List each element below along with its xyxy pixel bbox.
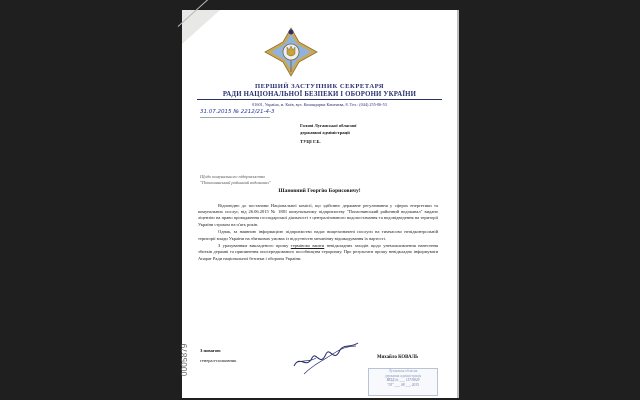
letter-body [198,203,438,263]
stamp-line-4: "03" ___ 08 ___ 2015 [387,382,419,387]
stamp-line-2: державна адміністрація [384,373,422,378]
header-title: ПЕРШИЙ ЗАСТУПНИК СЕКРЕТАРЯ [254,83,385,90]
addressee-line-2: державної адміністрації [300,130,350,135]
page-fold-corner [182,10,220,44]
header-address: 01601, Україна, м. Київ, вул. Командарма Каменєва, 8. Тел.: (044) 255-06-53 [252,102,387,107]
stamp-line-1: Луганська обласна [388,369,418,373]
letter-page [182,10,459,398]
national-security-council-emblem-icon [263,26,319,78]
registration-underline [200,117,270,118]
stamp-line-3: ВХІД.№ ___ 157/0829 [386,378,420,383]
serial-number: 0005879 [180,343,189,376]
salutation: Шановний Георгію Борисовичу! [278,188,361,194]
subject-line-2: "Попаснянський районний водоканал" [200,180,271,185]
paragraph-2: Однак, за наявною інформацією підприємство надає вищезазначені послуги на тимчасово непідконтрольній території влади України на збиткових умовах із відсутністю механізму відшкодування їх вартості. [198,229,438,241]
addressee-name: ТУЦІ Г.Б. [300,139,321,144]
subject-block [200,174,271,186]
header-organization: РАДИ НАЦІОНАЛЬНОЇ БЕЗПЕКИ І ОБОРОНИ УКРАЇНИ [197,91,442,100]
underlined-phrase: терміново вжити [290,243,325,249]
addressee-line-1: Голові Луганської обласної [300,123,357,128]
closing-block [200,346,236,366]
closing-text: З повагою [200,348,221,353]
addressee-block [300,122,356,145]
signer-rank: генерал-полковник [200,358,237,363]
signer-name: Михайло КОВАЛЬ [377,355,419,360]
paragraph-1: Відповідно до постанови Національної комісії, що здійснює державне регулювання у сферах енергетики та комунальних послуг, від 26.06.2015 № 1881 комунальному підприємству "Попаснянський районний водоканал" видано ліцензію на право провадження господарської діяльності з централізованого водопостачання та водовідведення на території України строком на п'ять років. [198,203,438,227]
handwritten-signature [290,340,360,378]
incoming-registration-stamp [368,368,438,396]
subject-line-1: Щодо комунального підприємства [200,174,265,179]
registration-number: 31.07.2015 № 2212/21-4-3 [200,109,275,115]
paragraph-3: З урахуванням викладеного прошу терміново вжити невідкладних заходів щодо унеможливлення нанесення збитків державі та припинення опосередкованого пособництва тероризму. Про результати прошу невідкладно інформувати Апарат Ради національної безпеки і оборони України. [198,243,438,261]
